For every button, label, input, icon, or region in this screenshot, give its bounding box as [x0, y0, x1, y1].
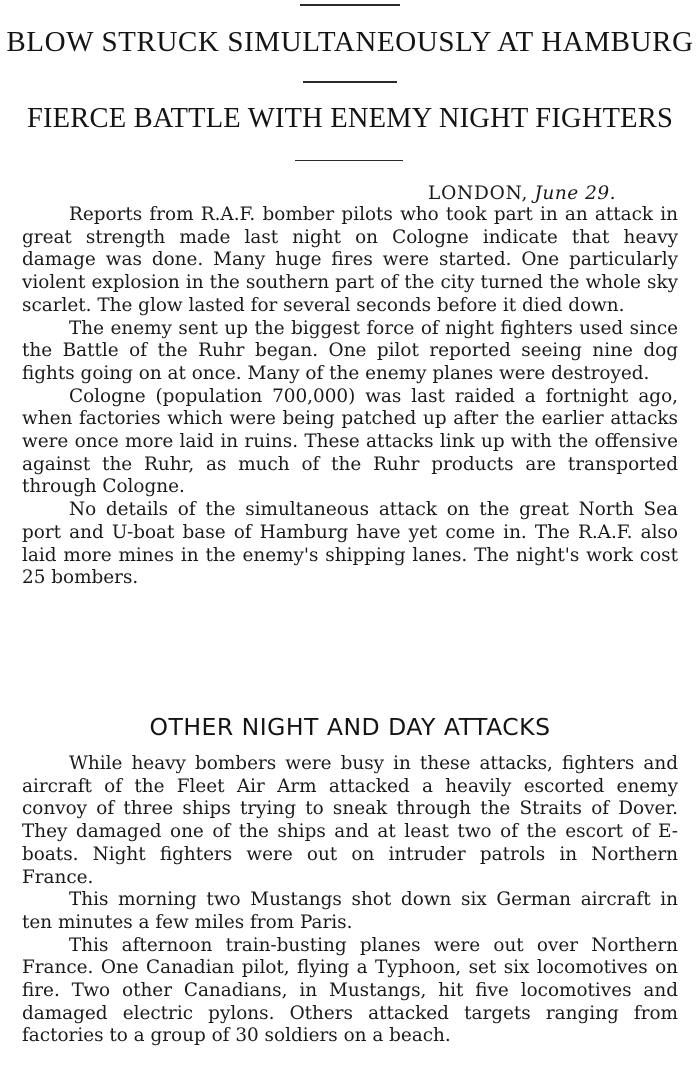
headline-divider-1: [303, 81, 397, 83]
top-rule: [300, 4, 400, 6]
article-paragraph: While heavy bombers were busy in these attacks, fighters and aircraft of the Fleet Air Arm attacked a heavily escorted enemy convoy of three ships trying to sneak through the Straits of Dover. They damaged one of the ships and at least two of the escort of E-boats. Night fighters were out on intruder patrols in Northern France.: [22, 753, 678, 888]
dateline-date: June 29.: [534, 183, 617, 204]
article-paragraph: No details of the simultaneous attack on the great North Sea port and U-boat base of Hamburg have yet come in. The R.A.F. also laid more mines in the enemy's shipping lanes. The night's work cost 25 bombers.: [22, 499, 678, 589]
dateline-place: LONDON,: [428, 183, 529, 204]
article-paragraph: This morning two Mustangs shot down six German aircraft in ten minutes a few miles from Paris.: [22, 889, 678, 933]
section-subheading: OTHER NIGHT AND DAY ATTACKS: [149, 713, 551, 741]
article-body: [22, 204, 678, 590]
dateline: [428, 183, 616, 204]
article-paragraph: Cologne (population 700,000) was last raided a fortnight ago, when factories which were being patched up after the earlier attacks were once more laid in ruins. These attacks link up with the offensive against the Ruhr, as much of the Ruhr products are transported through Cologne.: [22, 385, 678, 498]
article-paragraph: This afternoon train-busting planes were out over Northern France. One Canadian pilot, flying a Typhoon, set six locomotives on fire. Two other Canadians, in Mustangs, hit five locomotives and damaged electric pylons. Others attacked targets ranging from factories to a group of 30 soldiers on a beach.: [22, 934, 678, 1047]
secondary-headline: FIERCE BATTLE WITH ENEMY NIGHT FIGHTERS: [26, 103, 674, 134]
article-paragraph: The enemy sent up the biggest force of night fighters used since the Battle of the Ruhr began. One pilot reported seeing nine dog fights going on at once. Many of the enemy planes were destroyed.: [22, 317, 678, 384]
primary-headline: BLOW STRUCK SIMULTANEOUSLY AT HAMBURG: [6, 26, 694, 58]
second-article-body: [22, 753, 678, 1048]
headline-divider-2: [295, 160, 403, 161]
article-paragraph: Reports from R.A.F. bomber pilots who took part in an attack in great strength made last night on Cologne indicate that heavy damage was done. Many huge fires were started. One particularly violent explosion in the southern part of the city turned the whole sky scarlet. The glow lasted for several seconds before it died down.: [22, 204, 678, 316]
